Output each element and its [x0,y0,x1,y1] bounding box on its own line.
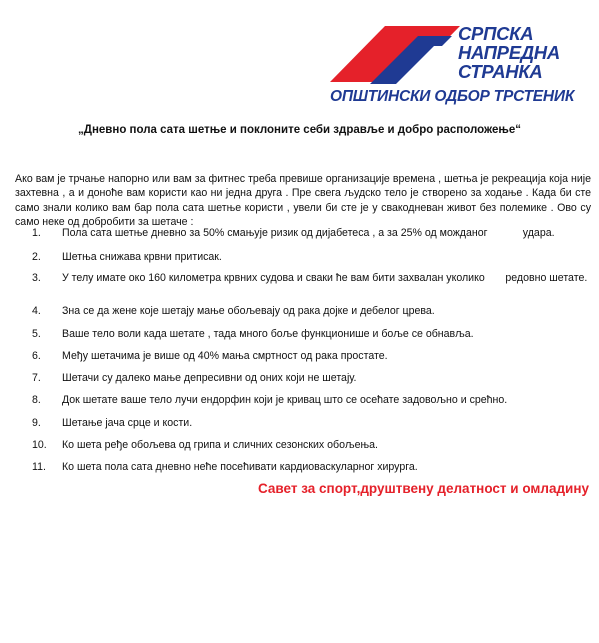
list-item [32,460,599,474]
list-item [32,304,599,318]
document-heading: „Дневно пола сата шетње и поклоните себи здравље и добро расположење“ [78,124,521,136]
list-item-number: 11. [32,461,46,473]
list-item-number: 9. [32,417,41,429]
list-item [32,250,599,264]
list-item [32,438,599,452]
list-item-text: У телу имате око 160 километра крвних судова и сваки ће вам бити захвалан уколико редовно шетате. [62,272,588,284]
list-item-text: Шетња снижава крвни притисак. [62,251,222,263]
list-item-number: 2. [32,251,41,263]
list-item-number: 6. [32,350,41,362]
council-signature: Савет за спорт,друштвену делатност и омладину [258,481,589,496]
list-item-text: Ваше тело воли када шетате , тада много боље функционише и боље се обнавља. [62,328,474,340]
list-item-text: Међу шетачима је више од 40% мања смртност од рака простате. [62,350,388,362]
party-logo [330,22,598,114]
list-item [32,349,599,363]
list-item-text: Пола сата шетње дневно за 50% смањује ризик од дијабетеса , а за 25% од мождaног удара. [62,227,555,239]
list-item-text: Ко шета ређе обољева од грипа и сличних сезонских обољења. [62,439,378,451]
list-item-number: 5. [32,328,41,340]
list-item-number: 7. [32,372,41,384]
logo-line-3: СТРАНКА [458,61,543,82]
list-item [32,271,599,285]
list-item-number: 10. [32,439,47,451]
list-item-number: 1. [32,227,41,239]
list-item [32,393,599,407]
list-item-number: 8. [32,394,41,406]
list-item-text: Зна се да жене које шетају мање обољевају од рака дојке и дебелог црева. [62,305,435,317]
list-item [32,327,599,341]
list-item-number: 4. [32,305,41,317]
list-item-text: Док шетате ваше тело лучи ендорфин који је кривац што се осећате задовољно и срећно. [62,394,508,406]
logo-subtitle: ОПШТИНСКИ ОДБОР ТРСТЕНИК [330,88,575,105]
list-item [32,416,599,430]
list-item [32,371,599,385]
logo-line-2: НАПРЕДНА [458,42,560,63]
list-item-text: Шетање јача срце и кости. [62,417,193,429]
list-item-text: Ко шета пола сата дневно неће посећивати кардиоваскуларног хирурга. [62,461,418,473]
logo-line-1: СРПСКА [458,23,534,44]
logo-wordmark [458,24,560,81]
intro-paragraph: Ако вам је трчање напорно или вам за фитнес треба превише организације времена , шетња је рекреација која није захтевна , а и доноће вам користи као ни једна друга . Пре свега људско тело је створено за ходање . Када би сте само знали колико вам бар пола сата шетње користи , увели би сте је у свакодневан живот без полемике . Ово су само неке од добробити за шетаче : [15,173,591,228]
flag-stripes-icon [330,22,470,86]
list-item-number: 3. [32,272,41,284]
list-item-text: Шетачи су далеко мање депресивни од оних који не шетају. [62,372,357,384]
list-item [32,226,599,240]
